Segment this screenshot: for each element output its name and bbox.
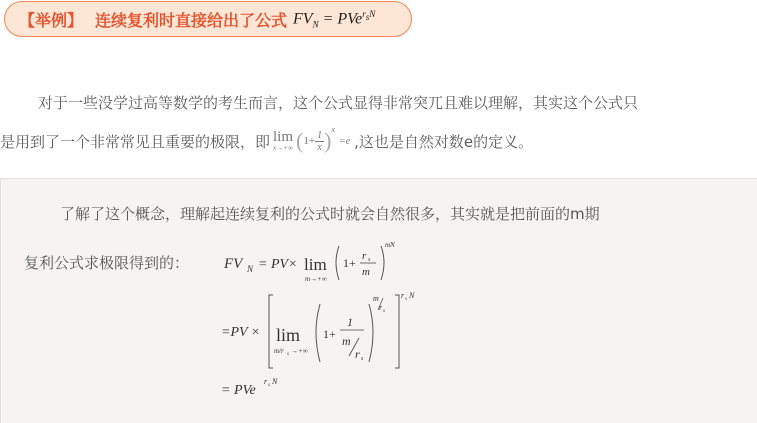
f2-outer-sup: r	[401, 292, 405, 300]
f2-lim-sub2: s	[287, 352, 289, 357]
intro-text-before: 是用到了一个非常常见且重要的极限，即	[0, 132, 271, 151]
f1-lhs: FV	[224, 256, 243, 272]
f3-sup-tail: N	[272, 377, 278, 386]
f1-exp: mN	[385, 241, 395, 249]
f2-lim: lim	[276, 325, 301, 345]
intro-text-after: ,这也是自然对数e的定义。	[354, 132, 534, 151]
example-banner	[4, 1, 412, 37]
f2-exp-top: m	[373, 294, 379, 303]
f1-rparen	[381, 246, 384, 280]
f3-sup-sub: s	[268, 383, 270, 388]
f1-den: m	[362, 266, 370, 278]
f2-den-top: m	[342, 334, 351, 348]
f1-lim-sub: m→+∞	[305, 275, 327, 283]
f2-lim-sub3: →+∞	[291, 347, 308, 355]
f1-num-sub: s	[368, 257, 371, 263]
one-over-x: $\frac{1}{x}$	[317, 129, 323, 153]
f1-lim: lim	[304, 255, 327, 274]
f1-one: 1+	[343, 256, 356, 270]
f3-eq: = PVe	[221, 383, 256, 398]
f3-sup: r	[264, 377, 268, 386]
f2-lim-sub: m/r	[274, 347, 284, 355]
f2-rparen	[369, 304, 373, 362]
f2-one: 1+	[323, 327, 336, 341]
intro-line-2	[0, 124, 757, 154]
left-paren: (	[296, 128, 304, 153]
f2-num: 1	[347, 315, 353, 329]
box-line-1: 了解了这个概念，理解起连续复利的公式时就会自然很多，其实就是把前面的m期	[60, 205, 600, 223]
equals-e: =e	[338, 135, 351, 147]
limit-notation: lim x→+∞	[273, 129, 294, 152]
f2-lparen	[316, 304, 320, 362]
f2-outer-sup-sub: s	[405, 297, 407, 302]
f2-rbracket	[395, 295, 399, 368]
f2-den-bot-sub: s	[361, 356, 364, 362]
f2-eq: =PV ×	[221, 325, 261, 340]
banner-formula: $FV_N = PVe^{r_sN}$	[293, 8, 376, 30]
f2-lbracket	[269, 295, 273, 368]
right-paren: )	[324, 128, 332, 153]
f2-exp-sub: s	[383, 309, 385, 314]
f2-outer-tail: N	[409, 292, 415, 300]
intro-line-1: 对于一些没学过高等数学的考生而言，这个公式显得非常突兀且难以理解，其实这个公式只	[38, 94, 639, 112]
f1-num: r	[362, 250, 367, 262]
f2-den-bot: r	[355, 347, 360, 361]
f1-lhs-sub: N	[247, 264, 254, 274]
formula-step-3	[221, 372, 301, 402]
f1-lparen	[336, 246, 339, 280]
example-title: 连续复利时直接给出了公式	[95, 10, 288, 30]
f1-eq: = PV×	[258, 257, 298, 272]
formula-step-2	[221, 292, 431, 372]
formula-step-1	[221, 238, 421, 288]
one-plus: 1+	[303, 135, 316, 147]
exponent-x: x	[331, 124, 335, 134]
box-line-2: 复利公式求极限得到的：	[24, 254, 190, 272]
f2-exp-bot: r	[379, 303, 383, 312]
example-tag: 【举例】	[19, 10, 84, 30]
